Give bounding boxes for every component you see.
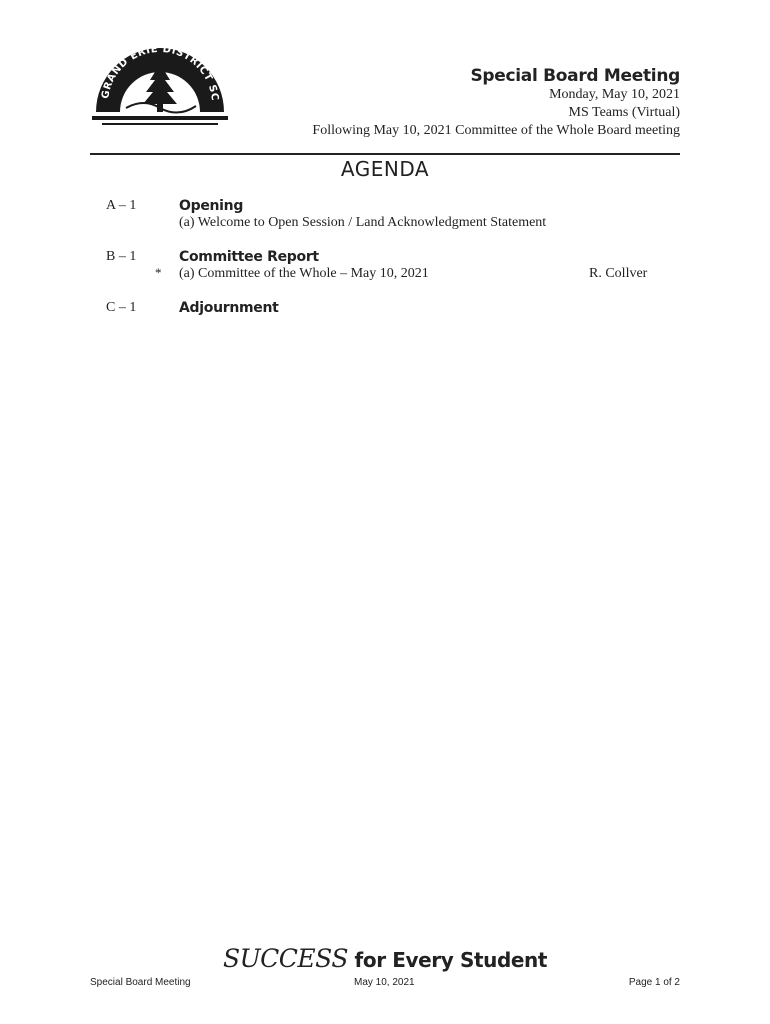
meeting-title: Special Board Meeting [470,66,680,86]
meeting-date: Monday, May 10, 2021 [549,87,680,102]
presenter-name: R. Collver [589,266,648,281]
meeting-location: MS Teams (Virtual) [568,105,680,120]
board-logo [88,42,230,134]
agenda-title: AGENDA [340,157,430,181]
tagline-rest: for Every Student [347,948,548,972]
sub-item: (a) Committee of the Whole – May 10, 2021 [179,266,429,281]
item-title: Committee Report [179,249,319,265]
item-code: A – 1 [106,198,137,213]
meeting-note: Following May 10, 2021 Committee of the Whole Board meeting [312,123,680,138]
footer-date: May 10, 2021 [354,977,415,988]
item-code: C – 1 [106,300,137,315]
tree-logo-icon [88,42,230,134]
item-title: Adjournment [179,300,279,316]
meeting-header [312,66,680,140]
header-divider [90,153,680,155]
item-code: B – 1 [106,249,137,264]
footer-left: Special Board Meeting [90,977,191,988]
footer-page-number: Page 1 of 2 [628,977,680,988]
logo-lettering: GRAND ERIE DISTRICT SC [100,43,221,102]
board-tagline [0,944,770,973]
item-title: Opening [179,198,244,214]
sub-item: (a) Welcome to Open Session / Land Acknowledgment Statement [179,215,547,230]
tagline-success: SUCCESS [222,944,348,973]
attachment-marker: * [155,265,162,280]
